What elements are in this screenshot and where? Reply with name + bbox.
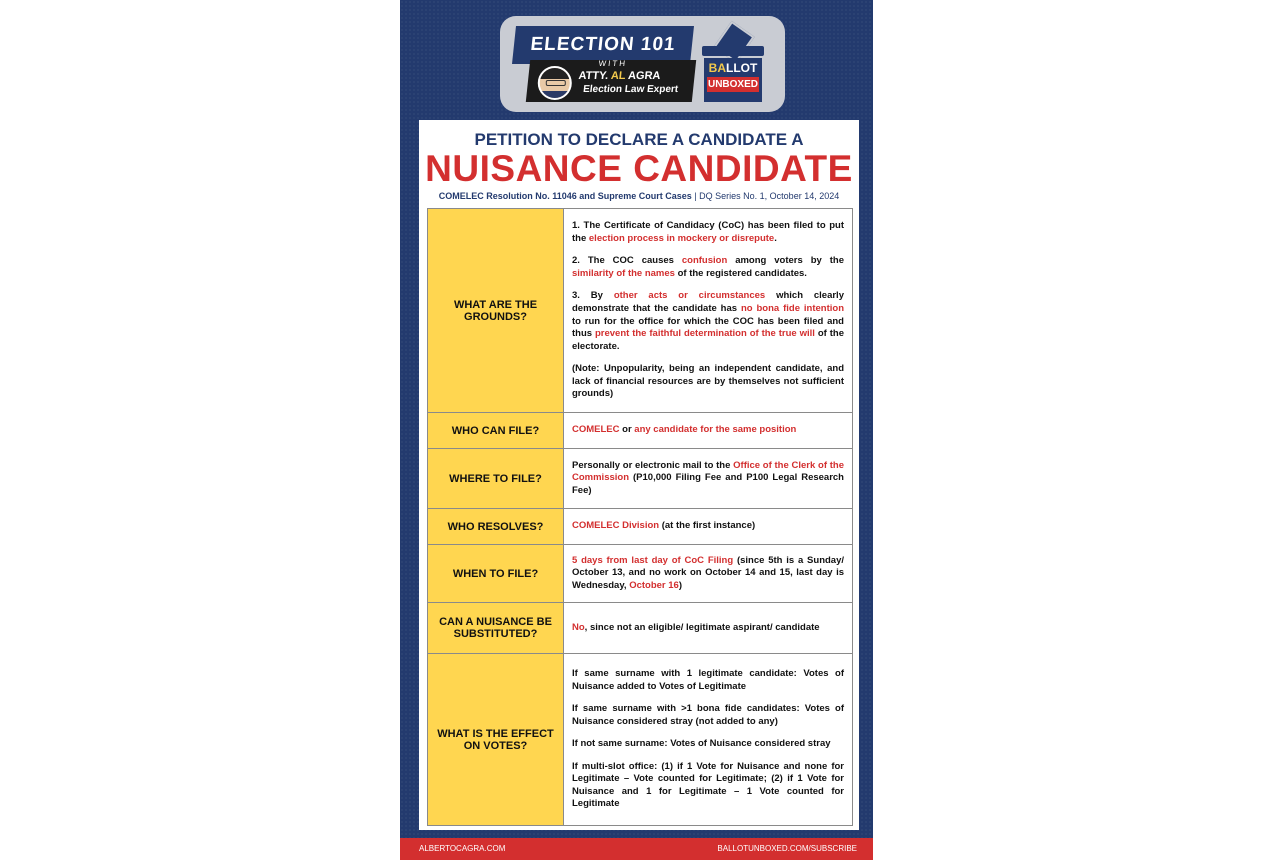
- footer-bar: [400, 838, 873, 860]
- row-question: WHEN TO FILE?: [428, 545, 564, 603]
- ballot-unboxed-logo: [700, 24, 766, 104]
- row-answer: COMELEC or any candidate for the same position: [564, 413, 853, 449]
- table-row: [428, 413, 853, 449]
- ballot-slot-icon: [702, 46, 764, 56]
- table-row: [428, 209, 853, 413]
- row-answer: 5 days from last day of CoC Filing (since 5th is a Sunday/ October 13, and no work on October 14 and 15, last day is Wednesday, October 16): [564, 545, 853, 603]
- brand-ballot: BALLOT: [708, 61, 758, 75]
- content-panel: [419, 120, 859, 830]
- series-title: ELECTION 101: [512, 26, 694, 64]
- row-question: WHERE TO FILE?: [428, 449, 564, 509]
- row-answer: Personally or electronic mail to the Office of the Clerk of the Commission (P10,000 Filing Fee and P100 Legal Research Fee): [564, 449, 853, 509]
- row-question: WHO RESOLVES?: [428, 509, 564, 545]
- host-banner: [526, 60, 696, 102]
- with-label: WITH: [598, 59, 628, 68]
- ballot-box-icon: [704, 58, 762, 102]
- table-row: [428, 449, 853, 509]
- row-question: WHO CAN FILE?: [428, 413, 564, 449]
- table-row: [428, 654, 853, 826]
- row-question: WHAT ARE THE GROUNDS?: [428, 209, 564, 413]
- row-answer: If same surname with 1 legitimate candidate: Votes of Nuisance added to Votes of Legitimate If same surname with >1 bona fide candidates: Votes of Nuisance considered stray (not added to any) If not same surname: Votes of Nuisance considered stray If multi-slot office: (1) if 1 Vote for Nuisance and none for Legitimate – Vote counted for Legitimate; (2) if 1 Vote for Nuisance and 1 for Legitimate – 1 Vote counted for Legitimate: [564, 654, 853, 826]
- footer-subscribe-link[interactable]: BALLOTUNBOXED.COM/SUBSCRIBE: [717, 844, 857, 853]
- brand-unboxed: UNBOXED: [707, 79, 758, 90]
- host-role: Election Law Expert: [582, 84, 679, 95]
- host-avatar: [538, 66, 572, 100]
- row-question: WHAT IS THE EFFECT ON VOTES?: [428, 654, 564, 826]
- footer-website-link[interactable]: ALBERTOCAGRA.COM: [419, 844, 506, 853]
- table-row: [428, 509, 853, 545]
- row-answer: 1. The Certificate of Candidacy (CoC) has been filed to put the election process in mockery or disrepute. 2. The COC causes confusion among voters by the similarity of the names of the registered candidates. 3. By other acts or circumstances which clearly demonstrate that the candidate has no bona fide intention to run for the office for which the COC has been filed and thus prevent the faithful determination of the true will of the electorate. (Note: Unpopularity, being an independent candidate, and lack of financial resources are by themselves not sufficient grounds): [564, 209, 853, 413]
- doc-subtitle: COMELEC Resolution No. 11046 and Supreme Court Cases | DQ Series No. 1, October 14, 2024: [438, 191, 840, 201]
- host-name: ATTY. AL AGRA: [577, 70, 662, 82]
- table-row: [428, 545, 853, 603]
- infographic-poster: [400, 0, 873, 860]
- info-table: [427, 208, 853, 826]
- row-question: CAN A NUISANCE BE SUBSTITUTED?: [428, 603, 564, 654]
- header-badge: [500, 16, 785, 112]
- ballot-paper-icon: [713, 21, 754, 63]
- table-row: [428, 603, 853, 654]
- row-answer: No, since not an eligible/ legitimate aspirant/ candidate: [564, 603, 853, 654]
- doc-title: PETITION TO DECLARE A CANDIDATE A: [474, 130, 804, 149]
- doc-main-title: NUISANCE CANDIDATE: [425, 148, 853, 189]
- row-answer: COMELEC Division (at the first instance): [564, 509, 853, 545]
